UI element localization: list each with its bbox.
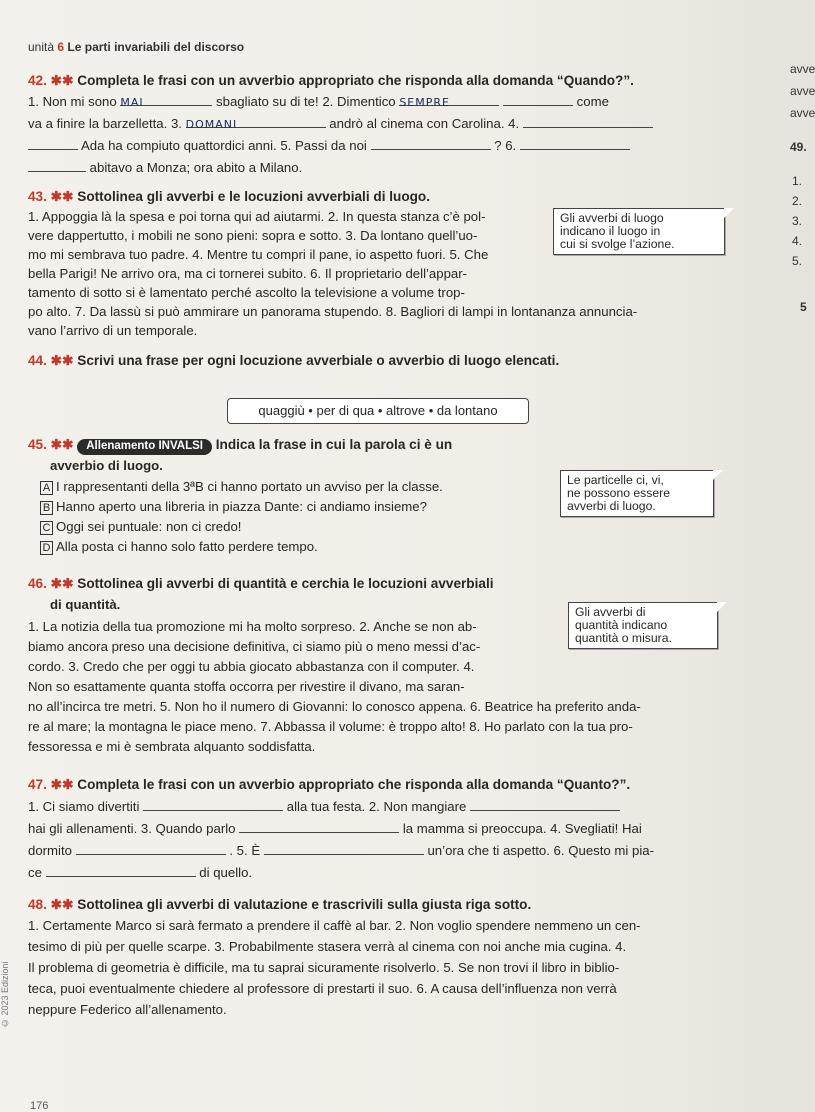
ex43-line: tamento di sotto si è lamentato perché ascolto la televisione a volume trop- (28, 285, 465, 300)
note-line: Le particelle ci, vi, (567, 473, 664, 487)
text: alla tua festa. 2. Non mangiare (286, 799, 467, 814)
option-text: I rappresentanti della 3ªB ci hanno portato un avviso per la classe. (56, 479, 443, 494)
ex42-blank-2[interactable] (399, 95, 499, 109)
text: un’ora che ti aspetto. 6. Questo mi pia- (427, 843, 654, 858)
text: va a finire la barzelletta. 3. (28, 116, 182, 131)
note-line: Gli avverbi di (575, 605, 646, 619)
ex42-number: 42. ✱✱ (28, 73, 74, 88)
ex43-line: bella Parigi! Ne arrivo ora, ma ci tornerei subito. 6. Il proprietario dell’appar- (28, 266, 468, 281)
option-text: Alla posta ci hanno solo fatto perdere tempo. (56, 539, 318, 554)
ex42-line1 (28, 95, 609, 108)
ex46-line: 1. La notizia della tua promozione mi ha molto sorpreso. 2. Anche se non ab- (28, 619, 477, 634)
text: sbagliato su di te! 2. Dimentico (216, 94, 396, 109)
ex48-line: tesimo di più per quelle scarpe. 3. Probabilmente stasera verrà al cinema con noi anche mia cugina. 4. (28, 939, 627, 954)
ex47-heading (28, 778, 630, 792)
handwritten-answer: MAI (120, 96, 144, 109)
unit-label: unità (28, 40, 55, 54)
unit-title: Le parti invariabili del discorso (67, 40, 245, 54)
unit-header (28, 40, 244, 54)
ex42-blank-7[interactable] (520, 139, 630, 150)
option-letter: C (40, 521, 53, 535)
ex48-line: teca, puoi eventualmente chiedere al professore di prestarti il suo. 6. A causa dell’influenza non verrà (28, 981, 617, 996)
ex45-instruction: Indica la frase in cui la parola ci è un (215, 437, 453, 452)
ex46-heading (28, 577, 494, 591)
ex47-instruction: Completa le frasi con un avverbio appropriato che risponda alla domanda “Quanto?”. (77, 777, 631, 792)
margin-fragment: 4. (792, 234, 803, 248)
ex42-instruction: Completa le frasi con un avverbio appropriato che risponda alla domanda “Quando?”. (77, 73, 634, 88)
handwritten-answer: DOMANI (185, 118, 238, 131)
text: 1. Non mi sono (28, 94, 117, 109)
text: Ada ha compiuto quattordici anni. 5. Passi da noi (80, 138, 367, 153)
ex42-line3 (28, 139, 630, 152)
ex48-line: neppure Federico all’allenamento. (28, 1002, 227, 1017)
ex42-blank-5[interactable] (28, 139, 78, 150)
ex44-word-box: quaggiù • per di qua • altrove • da lontano (227, 398, 529, 424)
note-line: quantità indicano (575, 618, 668, 632)
margin-fragment: 2. (792, 194, 803, 208)
ex47-blank-1[interactable] (143, 800, 283, 811)
ex46-number: 46. ✱✱ (28, 576, 74, 591)
option-letter: D (40, 541, 53, 555)
ex46-instruction: Sottolinea gli avverbi di quantità e cerchia le locuzioni avverbiali (77, 576, 494, 591)
option-text: Oggi sei puntuale: non ci credo! (56, 519, 242, 534)
ex47-blank-5[interactable] (264, 844, 424, 855)
ex42-blank-8[interactable] (28, 161, 86, 172)
ex45-instruction-2: avverbio di luogo. (50, 458, 163, 473)
ex47-blank-6[interactable] (46, 866, 196, 877)
text: ? 6. (494, 138, 517, 153)
ex46-note (568, 602, 718, 649)
ex42-blank-4[interactable] (523, 117, 653, 128)
ex45-option-d[interactable] (40, 540, 318, 555)
option-letter: A (40, 481, 53, 495)
ex42-heading (28, 74, 634, 88)
text: dormito (28, 843, 72, 858)
ex43-instruction: Sottolinea gli avverbi e le locuzioni avverbiali di luogo. (77, 189, 431, 204)
ex48-heading (28, 898, 531, 912)
text: abitavo a Monza; ora abito a Milano. (89, 160, 303, 175)
margin-fragment: 3. (792, 214, 803, 228)
copyright-sidebar: © 2023 Edizioni (0, 961, 10, 1029)
text: ce (28, 865, 42, 880)
ex44-instruction: Scrivi una frase per ogni locuzione avverbiale o avverbio di luogo elencati. (77, 353, 560, 368)
ex45-note (560, 470, 714, 517)
ex45-option-b[interactable] (40, 500, 427, 515)
ex45-option-a[interactable] (40, 480, 443, 495)
unit-number: 6 (57, 40, 65, 54)
text: di quello. (199, 865, 253, 880)
ex48-instruction: Sottolinea gli avverbi di valutazione e trascrivili sulla giusta riga sotto. (77, 897, 532, 912)
ex44-number: 44. ✱✱ (28, 353, 74, 368)
ex46-line: fessoressa e mi è sembrata alquanto soddisfatta. (28, 739, 316, 754)
ex42-blank-1[interactable] (120, 95, 212, 109)
ex44-heading (28, 354, 559, 368)
ex46-line: no all’incirca tre metri. 5. Non ho il numero di Giovanni: lo conosco appena. 6. Beatrice ha preferito anda- (28, 699, 641, 714)
note-line: quantità o misura. (575, 631, 672, 645)
ex47-line1 (28, 800, 620, 813)
page-number: 176 (30, 1100, 49, 1112)
ex48-line: 1. Certamente Marco si sarà fermato a prendere il caffè al bar. 2. Non voglio spendere nemmeno un cen- (28, 918, 641, 933)
ex42-line4 (28, 161, 302, 174)
margin-fragment: avve (790, 106, 815, 120)
option-letter: B (40, 501, 53, 515)
text: 1. Ci siamo divertiti (28, 799, 140, 814)
ex43-line: 1. Appoggia là la spesa e poi torna qui ad aiutarmi. 2. In questa stanza c’è pol- (28, 209, 486, 224)
text: hai gli allenamenti. 3. Quando parlo (28, 821, 236, 836)
handwritten-answer: SEMPRE (399, 96, 450, 109)
margin-fragment: 49. (790, 140, 807, 154)
margin-fragment: 1. (792, 174, 803, 188)
ex47-number: 47. ✱✱ (28, 777, 74, 792)
ex45-heading (28, 438, 452, 455)
ex46-line: re al mare; la montagna le piace meno. 7. Abbassa il volume: è troppo alto! 8. Ho parlato con la tua pro- (28, 719, 633, 734)
ex45-number: 45. ✱✱ (28, 437, 74, 452)
ex47-blank-2[interactable] (470, 800, 620, 811)
ex42-blank-3[interactable] (185, 117, 326, 131)
ex47-line2 (28, 822, 642, 835)
margin-fragment: 5 (800, 300, 807, 314)
note-line: Gli avverbi di luogo (560, 211, 664, 225)
ex43-heading (28, 190, 430, 204)
text: andrò al cinema con Carolina. 4. (329, 116, 520, 131)
ex46-line: cordo. 3. Credo che per oggi tu abbia giocato abbastanza con il computer. 4. (28, 659, 475, 674)
margin-fragment: avve (790, 62, 815, 76)
ex48-number: 48. ✱✱ (28, 897, 74, 912)
option-text: Hanno aperto una libreria in piazza Dante: ci andiamo insieme? (56, 499, 427, 514)
margin-fragment: 5. (792, 254, 803, 268)
margin-fragment: avve (790, 84, 815, 98)
invalsi-badge: Allenamento INVALSI (77, 439, 212, 455)
ex47-blank-3[interactable] (239, 822, 399, 833)
ex46-line: biamo ancora preso una decisione definitiva, ci siamo più o meno messi d’ac- (28, 639, 481, 654)
ex42-blank-6[interactable] (371, 139, 491, 150)
ex45-option-c[interactable] (40, 520, 241, 535)
ex43-line: po alto. 7. Da lassù si può ammirare un panorama stupendo. 8. Bagliori di lampi in lontananza annuncia- (28, 304, 638, 319)
note-line: cui si svolge l’azione. (560, 237, 675, 251)
ex42-blank-2b[interactable] (503, 95, 573, 106)
ex48-line: Il problema di geometria è difficile, ma tu saprai sicuramente risolverlo. 5. Se non trovi il libro in biblio- (28, 960, 620, 975)
ex47-blank-4[interactable] (76, 844, 226, 855)
note-line: avverbi di luogo. (567, 499, 656, 513)
ex43-number: 43. ✱✱ (28, 189, 74, 204)
ex42-line2 (28, 117, 653, 130)
ex43-line: vano l’arrivo di un temporale. (28, 323, 198, 338)
text: come (576, 94, 609, 109)
ex47-line4 (28, 866, 252, 879)
ex46-instruction-2: di quantità. (50, 597, 121, 612)
ex43-note (553, 208, 725, 255)
note-line: ne possono essere (567, 486, 670, 500)
ex47-line3 (28, 844, 654, 857)
note-line: indicano il luogo in (560, 224, 661, 238)
ex43-line: mo mi sembrava tuo padre. 4. Mentre tu compri il pane, io aspetto fuori. 5. Che (28, 247, 489, 262)
ex46-line: Non so esattamente quanta stoffa occorra per rivestire il divano, ma saran- (28, 679, 465, 694)
text: . 5. È (229, 843, 261, 858)
text: la mamma si preoccupa. 4. Svegliati! Hai (402, 821, 642, 836)
ex43-line: vere dappertutto, i mobili ne sono pieni: sopra e sotto. 3. Da lontano quell’uo- (28, 228, 478, 243)
